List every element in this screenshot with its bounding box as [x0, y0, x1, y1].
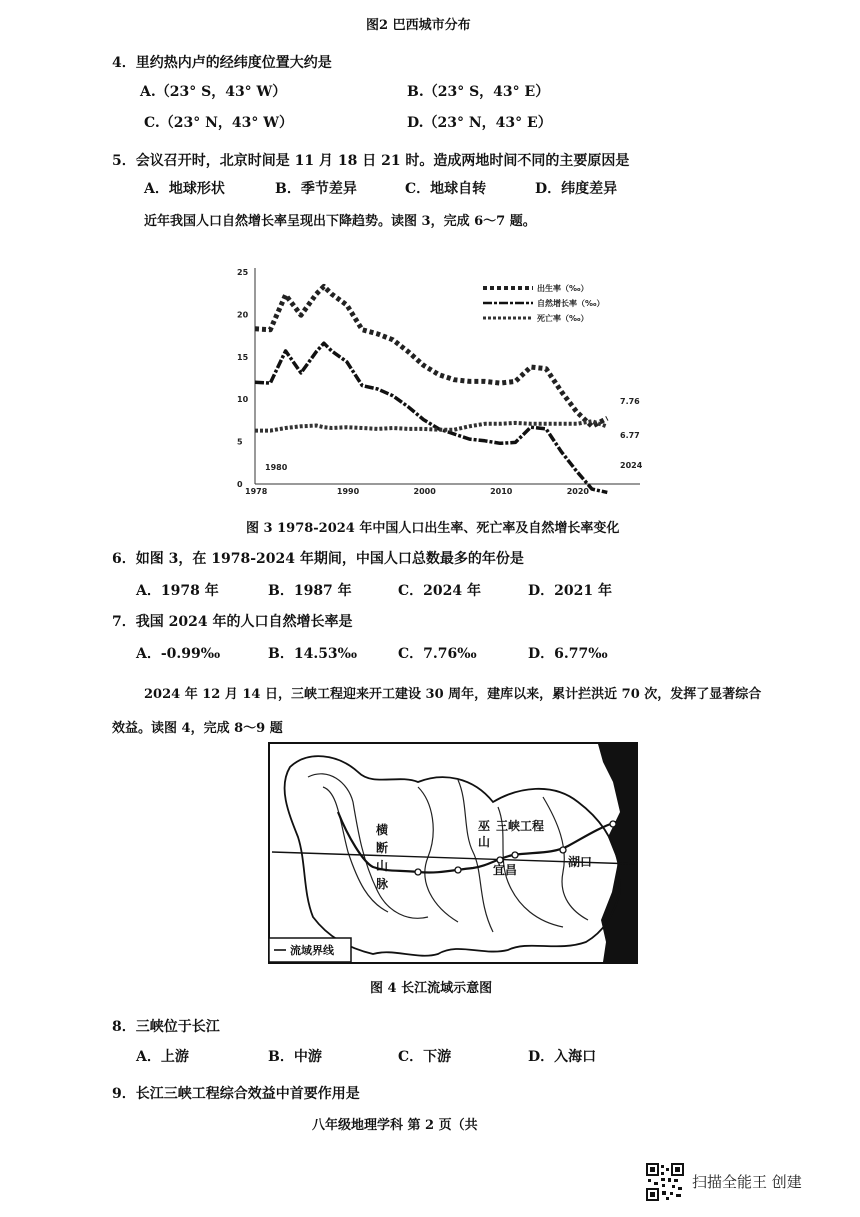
map-legend-label: 流域界线 [290, 944, 334, 957]
question-7-option-b: B．14.53‰ [268, 646, 358, 662]
question-6-option-c: C．2024 年 [398, 583, 481, 599]
y-tick-label: 20 [237, 310, 249, 320]
y-tick-label: 15 [237, 352, 249, 362]
y-tick-label: 10 [237, 395, 249, 405]
question-4-option-b: B.（23° S，43° E） [407, 84, 550, 100]
scanner-watermark-text: 扫描全能王 创建 [692, 1173, 802, 1191]
question-8-option-b: B．中游 [268, 1049, 322, 1065]
town-marker [560, 847, 566, 853]
legend-entry: 死亡率（‰） [537, 314, 589, 323]
y-tick-label: 5 [237, 437, 243, 447]
question-5-option-c: C．地球自转 [405, 181, 487, 197]
question-4-option-c: C.（23° N，43° W） [144, 115, 294, 131]
population-rate-chart [215, 258, 655, 503]
label-hengduan-3: 山 [376, 859, 389, 873]
label-three-gorges: 三峡工程 [496, 819, 545, 833]
question-4-option-d: D.（23° N，43° E） [407, 115, 552, 131]
question-7-option-d: D．6.77‰ [528, 646, 608, 662]
question-8-option-a: A．上游 [136, 1049, 189, 1065]
question-6-option-d: D．2021 年 [528, 583, 612, 599]
x-tick-label: 1978 [245, 487, 268, 496]
question-6-option-b: B．1987 年 [268, 583, 352, 599]
annotation-1980: 1980 [265, 463, 288, 472]
figure-3-caption: 图 3 1978-2024 年中国人口出生率、死亡率及自然增长率变化 [246, 521, 620, 536]
label-wu: 巫 [478, 819, 491, 833]
question-5-option-b: B．季节差异 [275, 181, 357, 197]
town-marker [455, 867, 461, 873]
annotation-2024: 2024 [620, 461, 643, 470]
town-marker [610, 821, 616, 827]
label-hukou: 湖口 [568, 855, 593, 869]
annotation-birth-2024: 7.76 [620, 397, 640, 406]
question-8-stem: 8．三峡位于长江 [112, 1019, 220, 1035]
town-marker [512, 852, 518, 858]
question-4-stem: 4．里约热内卢的经纬度位置大约是 [112, 55, 332, 71]
intro-questions-8-9-line2: 效益。读图 4，完成 8～9 题 [112, 721, 283, 736]
label-hengduan-4: 脉 [376, 877, 389, 891]
figure-2-caption: 图2 巴西城市分布 [366, 18, 471, 33]
question-5-option-a: A．地球形状 [144, 181, 225, 197]
label-shan: 山 [478, 835, 491, 849]
town-marker [415, 869, 421, 875]
qr-code-icon [646, 1163, 684, 1201]
intro-questions-8-9-line1: 2024 年 12 月 14 日，三峡工程迎来开工建设 30 周年，建库以来，累计拦洪近 70 次，发挥了显著综合 [144, 687, 762, 702]
x-tick-label: 2000 [413, 487, 436, 496]
legend-entry: 自然增长率（‰） [537, 299, 605, 308]
legend-entry: 出生率（‰） [537, 284, 589, 293]
label-hengduan-1: 横 [376, 823, 389, 837]
intro-questions-6-7: 近年我国人口自然增长率呈现出下降趋势。读图 3，完成 6～7 题。 [144, 214, 536, 229]
question-6-stem: 6．如图 3，在 1978-2024 年期间，中国人口总数最多的年份是 [112, 551, 524, 567]
question-7-stem: 7．我国 2024 年的人口自然增长率是 [112, 614, 353, 630]
x-tick-label: 2010 [490, 487, 513, 496]
question-6-option-a: A．1978 年 [136, 583, 219, 599]
question-8-option-c: C．下游 [398, 1049, 452, 1065]
question-5-stem: 5．会议召开时，北京时间是 11 月 18 日 21 时。造成两地时间不同的主要原因是 [112, 153, 630, 169]
question-7-option-c: C．7.76‰ [398, 646, 477, 662]
page-footer: 八年级地理学科 第 2 页（共 [312, 1118, 478, 1133]
y-tick-label: 0 [237, 480, 243, 489]
y-tick-label: 25 [237, 268, 249, 277]
question-4-option-a: A.（23° S，43° W） [140, 84, 287, 100]
series-line-2 [255, 343, 607, 492]
x-tick-label: 2020 [566, 487, 589, 496]
x-tick-label: 1990 [336, 487, 360, 496]
question-7-option-a: A．-0.99‰ [136, 646, 221, 662]
question-8-option-d: D．入海口 [528, 1049, 597, 1065]
figure-4-caption: 图 4 长江流域示意图 [370, 981, 493, 996]
yangtze-basin-map [268, 742, 640, 964]
label-hengduan-2: 断 [376, 841, 389, 855]
question-5-option-d: D．纬度差异 [535, 181, 618, 197]
question-9-stem: 9．长江三峡工程综合效益中首要作用是 [112, 1086, 360, 1102]
annotation-death-2024: 6.77 [620, 431, 640, 440]
label-yichang: 宜昌 [493, 863, 518, 877]
